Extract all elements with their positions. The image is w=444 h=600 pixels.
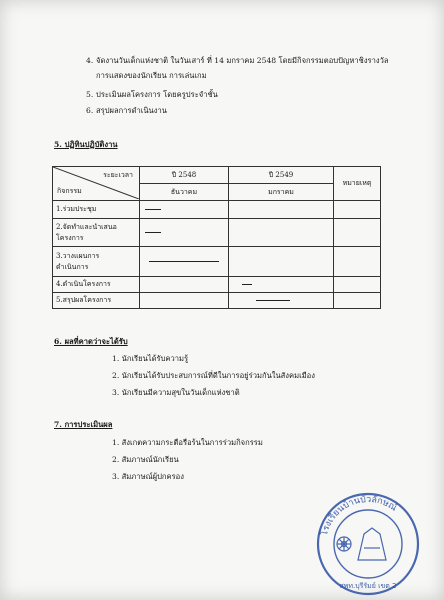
row-label-proposal	[53, 219, 140, 247]
row-label-planning-line1: 3.วางแผนการ	[56, 251, 100, 260]
cell-meeting-remark	[334, 201, 381, 219]
cell-proposal-2549	[229, 219, 334, 247]
timeline-bar	[145, 232, 161, 233]
expected-result-2: 2. นักเรียนได้รับประสบการณ์ที่ดีในการอยู่ร่วมกันในสังคมเมือง	[112, 371, 315, 380]
item-4-line2: การแสดงของนักเรียน การเล่นเกม	[96, 71, 207, 80]
row-label-proposal-line1: 2.จัดทำและนำเสนอ	[56, 222, 117, 231]
cell-planning-2549	[229, 247, 334, 277]
evaluation-1: 1. สังเกตความกระตือรือร้นในการร่วมกิจกรรม	[112, 438, 263, 447]
section-5-heading: 5. ปฏิทินปฏิบัติงาน	[54, 140, 118, 149]
period-label: ระยะเวลา	[103, 171, 133, 179]
activity-label: กิจกรรม	[57, 187, 82, 195]
year-2549-header: ปี 2549	[229, 167, 334, 184]
row-label-planning	[53, 247, 140, 277]
evaluation-2: 2. สัมภาษณ์นักเรียน	[112, 455, 179, 464]
expected-result-3: 3. นักเรียนมีความสุขในวันเด็กแห่งชาติ	[112, 388, 240, 397]
row-label-meeting: 1.ร่วมประชุม	[53, 201, 140, 219]
timeline-bar	[145, 209, 161, 210]
timeline-bar	[242, 284, 252, 285]
section-7-heading: 7. การประเมินผล	[54, 420, 113, 429]
row-label-planning-line2: ดำเนินการ	[56, 262, 89, 271]
cell-summary-2548	[140, 293, 229, 309]
month-dec-header: ธันวาคม	[140, 184, 229, 201]
item-5-text: ประเมินผลโครงการ โดยครูประจำชั้น	[96, 90, 218, 99]
schedule-table	[52, 166, 381, 309]
month-jan-header: มกราคม	[229, 184, 334, 201]
item-5-number: 5.	[86, 90, 94, 99]
section-6-heading: 6. ผลที่คาดว่าจะได้รับ	[54, 337, 128, 346]
cell-meeting-2548	[140, 201, 229, 219]
row-label-implement: 4.ดำเนินโครงการ	[53, 277, 140, 293]
cell-meeting-2549	[229, 201, 334, 219]
school-stamp	[314, 488, 422, 596]
item-4-line1: จัดงานวันเด็กแห่งชาติ ในวันเสาร์ ที่ 14 มกราคม 2548 โดยมีกิจกรรมตอบปัญหาชิงรางวัล	[96, 56, 389, 65]
svg-text:โรงเรียนบ้านบัวลักษณ์: โรงเรียนบ้านบัวลักษณ์	[319, 494, 399, 537]
remark-header: หมายเหตุ	[334, 167, 381, 201]
item-6-number: 6.	[86, 106, 94, 115]
evaluation-3: 3. สัมภาษณ์ผู้ปกครอง	[112, 472, 184, 481]
item-6-text: สรุปผลการดำเนินงาน	[96, 106, 167, 115]
cell-summary-2549	[229, 293, 334, 309]
cell-summary-remark	[334, 293, 381, 309]
expected-result-1: 1. นักเรียนได้รับความรู้	[112, 354, 189, 363]
row-label-proposal-line2: โครงการ	[56, 233, 84, 242]
cell-planning-2548	[140, 247, 229, 277]
svg-text:สพท.บุรีรัมย์ เขต 2: สพท.บุรีรัมย์ เขต 2	[339, 582, 397, 590]
cell-implement-remark	[334, 277, 381, 293]
table-corner-cell	[53, 167, 140, 201]
timeline-bar	[256, 300, 290, 301]
year-2548-header: ปี 2548	[140, 167, 229, 184]
cell-implement-2548	[140, 277, 229, 293]
cell-proposal-remark	[334, 219, 381, 247]
row-label-summary: 5.สรุปผลโครงการ	[53, 293, 140, 309]
item-4-number: 4.	[86, 56, 94, 65]
timeline-bar	[149, 261, 219, 262]
cell-proposal-2548	[140, 219, 229, 247]
cell-planning-remark	[334, 247, 381, 277]
cell-implement-2549	[229, 277, 334, 293]
